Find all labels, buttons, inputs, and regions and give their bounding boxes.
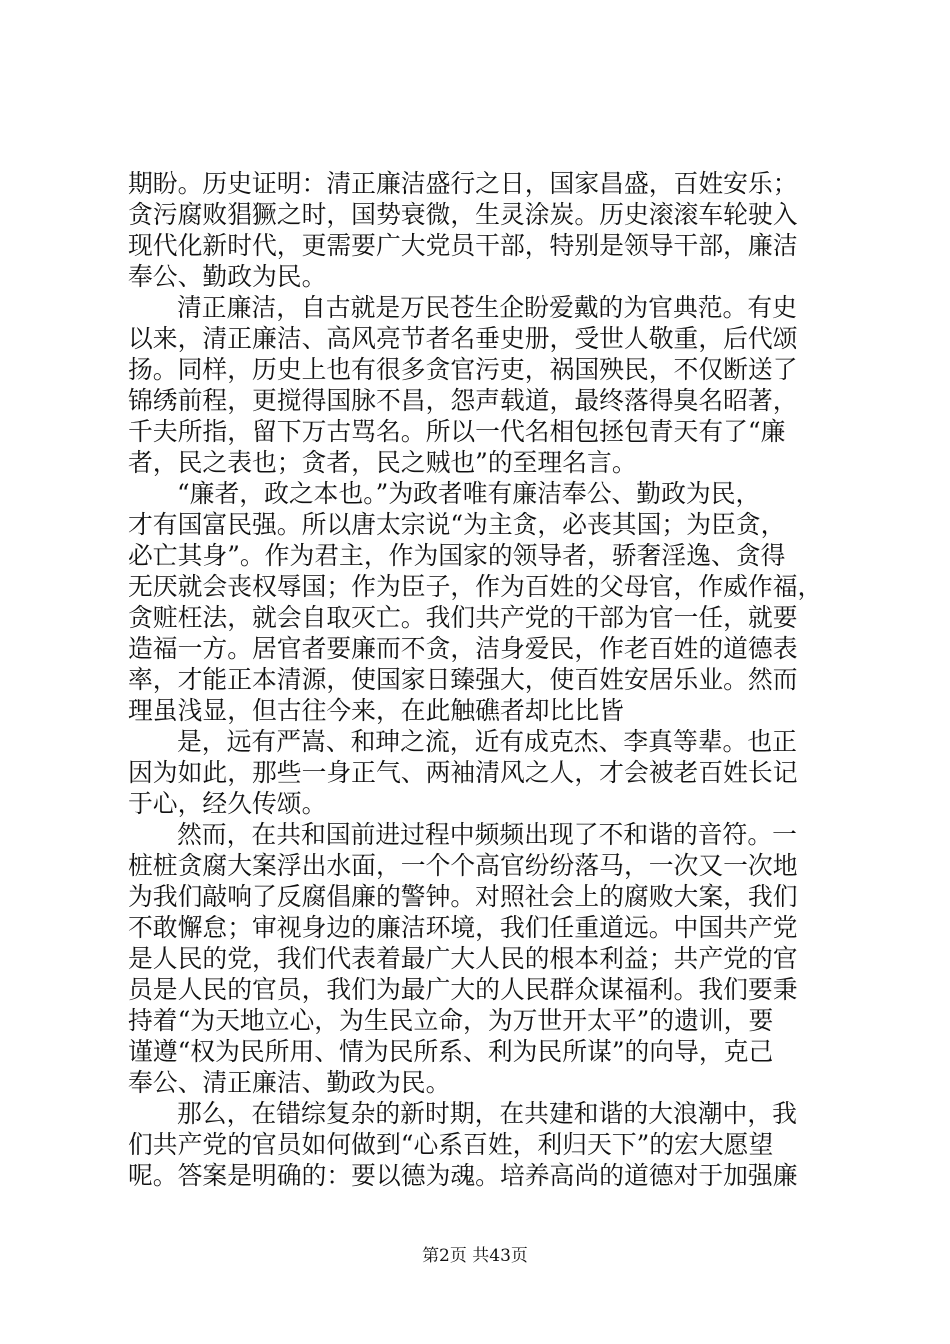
document-body bbox=[128, 168, 833, 1191]
page-number-footer: 第2页 共43页 bbox=[422, 1246, 528, 1266]
text-line: 造福一方。居官者要廉而不贪，洁身爱民，作老百姓的道德表 bbox=[128, 634, 798, 663]
text-line: 贪污腐败猖獗之时，国势衰微，生灵涂炭。历史滚滚车轮驶入 bbox=[128, 200, 798, 229]
text-line: 奉公、勤政为民。 bbox=[128, 262, 327, 291]
text-line: 因为如此，那些一身正气、两袖清风之人，才会被老百姓长记 bbox=[128, 758, 798, 787]
text-line: 无厌就会丧权辱国；作为臣子，作为百姓的父母官，作威作福， bbox=[128, 572, 823, 601]
text-line: 谨遵“权为民所用、情为民所系、利为民所谋”的向导，克己 bbox=[128, 1037, 774, 1066]
text-line: 以来，清正廉洁、高风亮节者名垂史册，受世人敬重，后代颂 bbox=[128, 324, 798, 353]
text-line: 千夫所指，留下万古骂名。所以一代名相包拯包青天有了“廉 bbox=[128, 417, 786, 446]
text-line: 现代化新时代，更需要广大党员干部，特别是领导干部，廉洁 bbox=[128, 231, 798, 260]
text-line: 才有国富民强。所以唐太宗说“为主贪，必丧其国；为臣贪， bbox=[128, 510, 786, 539]
text-line: 为我们敲响了反腐倡廉的警钟。对照社会上的腐败大案，我们 bbox=[128, 882, 798, 911]
text-line: 锦绣前程，更搅得国脉不昌，怨声载道，最终落得臭名昭著， bbox=[128, 386, 798, 415]
text-line: 持着“为天地立心，为生民立命，为万世开太平”的遗训，要 bbox=[128, 1006, 774, 1035]
paragraph-start-line: 然而，在共和国前进过程中频频出现了不和谐的音符。一 bbox=[177, 820, 797, 849]
paragraph-start-line: 是，远有严嵩、和珅之流，近有成克杰、李真等辈。也正 bbox=[177, 727, 797, 756]
text-line: 是人民的党，我们代表着最广大人民的根本利益；共产党的官 bbox=[128, 944, 798, 973]
text-line: 员是人民的官员，我们为最广大的人民群众谋福利。我们要秉 bbox=[128, 975, 798, 1004]
text-line: 者，民之表也；贪者，民之贼也”的至理名言。 bbox=[128, 448, 637, 477]
text-line: 奉公、清正廉洁、勤政为民。 bbox=[128, 1068, 451, 1097]
text-line: 贪赃枉法，就会自取灭亡。我们共产党的干部为官一任，就要 bbox=[128, 603, 798, 632]
text-line: 呢。答案是明确的：要以德为魂。培养高尚的道德对于加强廉 bbox=[128, 1161, 798, 1190]
paragraph-start-line: 清正廉洁，自古就是万民苍生企盼爱戴的为官典范。有史 bbox=[177, 293, 797, 322]
paragraph-start-line: 那么，在错综复杂的新时期，在共建和谐的大浪潮中，我 bbox=[177, 1099, 797, 1128]
text-line: 必亡其身”。作为君主，作为国家的领导者，骄奢淫逸、贪得 bbox=[128, 541, 786, 570]
text-line: 桩桩贪腐大案浮出水面，一个个高官纷纷落马，一次又一次地 bbox=[128, 851, 798, 880]
text-line: 不敢懈怠；审视身边的廉洁环境，我们任重道远。中国共产党 bbox=[128, 913, 798, 942]
text-line: 于心，经久传颂。 bbox=[128, 789, 327, 818]
text-line: 扬。同样，历史上也有很多贪官污吏，祸国殃民，不仅断送了 bbox=[128, 355, 798, 384]
text-line: 理虽浅显，但古往今来，在此触礁者却比比皆 bbox=[128, 696, 624, 725]
text-line: 率，才能正本清源，使国家日臻强大，使百姓安居乐业。然而 bbox=[128, 665, 798, 694]
text-line: 们共产党的官员如何做到“心系百姓，利归天下”的宏大愿望 bbox=[128, 1130, 774, 1159]
paragraph-start-line: “廉者，政之本也。”为政者唯有廉洁奉公、勤政为民， bbox=[177, 479, 761, 508]
text-line: 期盼。历史证明：清正廉洁盛行之日，国家昌盛，百姓安乐； bbox=[128, 169, 798, 198]
